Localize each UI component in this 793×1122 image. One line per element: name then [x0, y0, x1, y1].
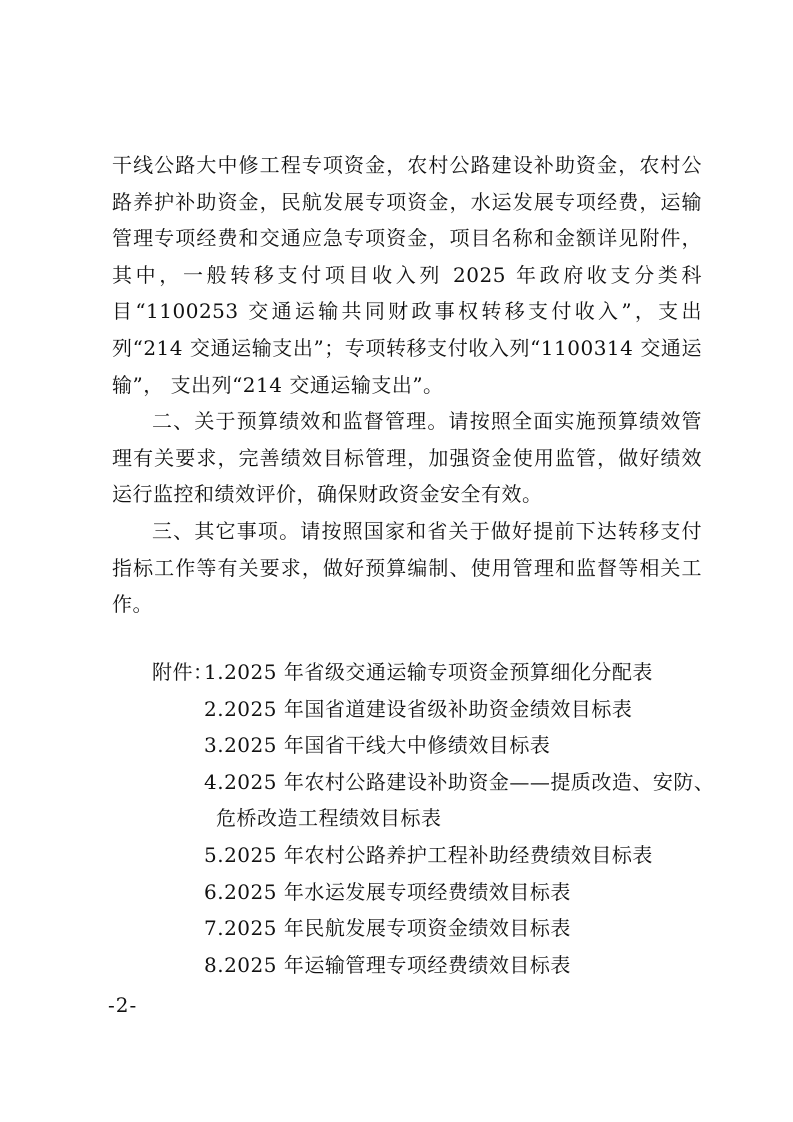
- list-item: [152, 910, 712, 947]
- attachment-label: 附件：: [152, 660, 214, 684]
- attachment-item-8: 8.2025 年运输管理专项经费绩效目标表: [204, 952, 571, 977]
- attachment-item-6: 6.2025 年水运发展专项经费绩效目标表: [204, 879, 571, 904]
- list-item: [152, 947, 712, 984]
- paragraph-funding-sources: 干线公路大中修工程专项资金，农村公路建设补助资金，农村公路养护补助资金，民航发展专项资金，水运发展专项经费，运输管理专项经费和交通应急专项资金，项目名称和金额详见附件，其中，一般转移支付项目收入列 2025 年政府收支分类科目“1100253 交通运输共同财政事权转移支付收入”，支出列“214 交通运输支出”；专项转移支付收入列“1100314 交通运输”， 支出列“214 交通运输支出”。: [112, 153, 702, 397]
- page-number: -2-: [108, 993, 138, 1017]
- paragraph-performance-supervision: 二、关于预算绩效和监督管理。请按照全面实施预算绩效管理有关要求，完善绩效目标管理，加强资金使用监管，做好绩效运行监控和绩效评价，确保财政资金安全有效。: [112, 409, 702, 507]
- list-item: [152, 654, 712, 691]
- attachment-item-3: 3.2025 年国省干线大中修绩效目标表: [204, 733, 551, 758]
- attachment-item-7: 7.2025 年民航发展专项资金绩效目标表: [204, 916, 571, 941]
- list-item: [152, 691, 712, 728]
- list-item: [152, 874, 712, 911]
- list-item: [152, 837, 712, 874]
- paragraph-other-matters: 三、其它事项。请按照国家和省关于做好提前下达转移支付指标工作等有关要求，做好预算编制、使用管理和监督等相关工作。: [112, 518, 702, 617]
- attachment-item-4-continued: 危桥改造工程绩效目标表: [216, 806, 442, 831]
- attachment-list: [152, 654, 715, 983]
- attachment-item-1: 1.2025 年省级交通运输专项资金预算细化分配表: [204, 660, 653, 684]
- attachment-item-2: 2.2025 年国省道建设省级补助资金绩效目标表: [204, 696, 633, 721]
- attachment-item-5: 5.2025 年农村公路养护工程补助经费绩效目标表: [204, 842, 653, 867]
- list-item: [152, 727, 712, 764]
- attachment-item-4: 4.2025 年农村公路建设补助资金——提质改造、安防、: [204, 769, 715, 794]
- body-text: [112, 147, 702, 623]
- list-item: [152, 800, 712, 837]
- list-item: [152, 764, 715, 801]
